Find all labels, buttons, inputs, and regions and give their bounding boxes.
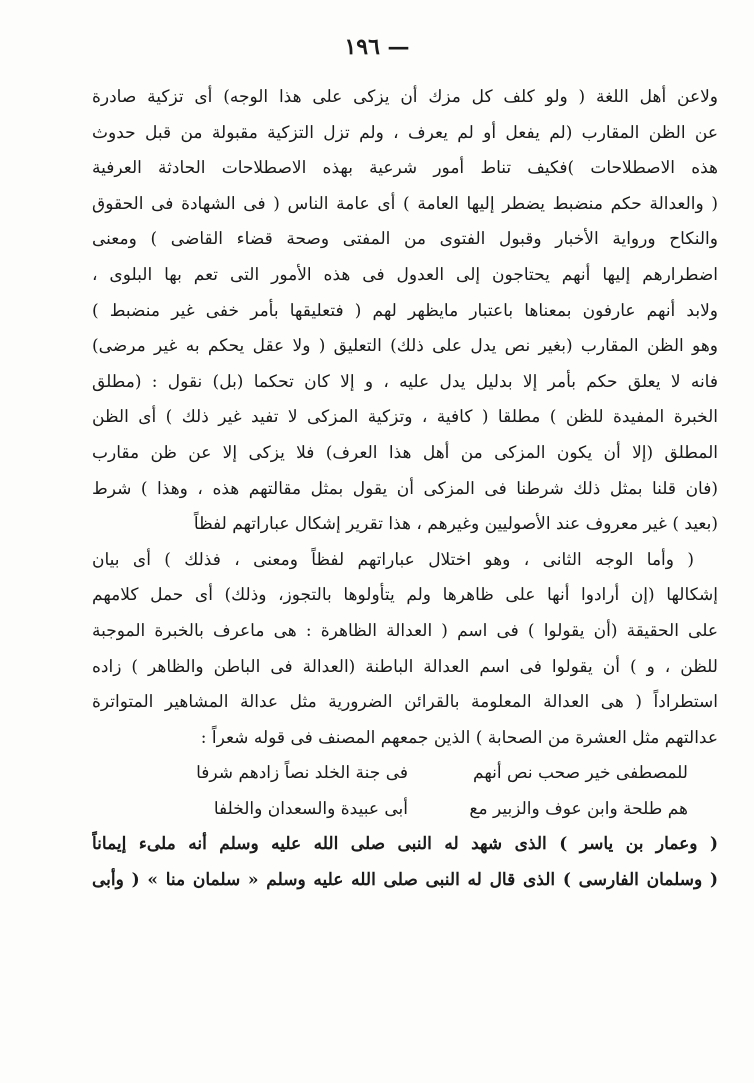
closing-line-1: ( وعمار بن ياسر ) الذى شهد له النبى صلى الله عليه وسلم أنه ملىء إيماناً xyxy=(92,834,718,855)
text-line-7: ولابد أنهم عارفون بمعناها باعتبار مايظهر لهم ( فتعليقها بأمر خفى غير منضبط ) xyxy=(92,300,718,321)
text-line-1: ولاعن أهل اللغة ( ولو كلف كل مزك أن يزكى على هذا الوجه) أى تزكية صادرة xyxy=(92,87,718,107)
verse-1 xyxy=(92,756,718,792)
text-line-11: المطلق (إلا أن يكون المزكى من أهل هذا العرف) فلا يزكى إلا عن ظن مقارب xyxy=(92,442,718,463)
text-line-8: وهو الظن المقارب (بغير نص يدل على ذلك) التعليق ( ولا عقل يحكم به غير مرضى) xyxy=(92,336,718,357)
verse-2-second-hemistich: أبى عبيدة والسعدان والخلفا xyxy=(213,798,408,819)
paragraph-2-line-1: إشكالها (إن أرادوا أنها على ظاهرها ولم يتأولوها بالتجوز، وذلك) أى حمل كلامهم xyxy=(92,585,718,606)
verse-1-second-hemistich: فى جنة الخلد نصاً زادهم شرفا xyxy=(196,763,408,784)
text-line-6: اضطرارهم إليها أنهم يحتاجون إلى العدول فى هذه الأمور التى تعم بها البلوى ، xyxy=(92,264,718,285)
paragraph-2-first-line: ( وأما الوجه الثانى ، وهو اختلال عباراتهم لفظاً ومعنى ، فذلك ) أى بيان xyxy=(92,549,694,570)
closing-line-2: ( وسلمان الفارسى ) الذى قال له النبى صلى الله عليه وسلم « سلمان منا » ( وأبى xyxy=(92,870,718,891)
body-text xyxy=(92,80,718,899)
text-line-4: ( والعدالة حكم منضبط يضطر إليها العامة ) أى عامة الناس ( فى الشهادة فى الحقوق xyxy=(92,193,718,214)
page-number: — ١٩٦ xyxy=(344,34,410,60)
text-line-5: والنكاح ورواية الأخبار وقبول الفتوى من المفتى وصحة قضاء القاضى ) ومعنى xyxy=(92,229,718,250)
text-line-13: (بعيد ) غير معروف عند الأصوليين وغيرهم ، هذا تقرير إشكال عباراتهم لفظاً xyxy=(193,514,718,535)
text-line-12: (فان قلنا بمثل ذلك شرطنا فى المزكى أن يقول بمثل مقالتهم هذه ، وهذا ) شرط xyxy=(92,478,718,499)
verse-2-first-hemistich: هم طلحة وابن عوف والزبير مع xyxy=(469,798,688,819)
text-line-3: هذه الاصطلاحات )فكيف تناط أمور شرعية بهذه الاصطلاحات الحادثة العرفية xyxy=(92,158,718,179)
text-line-10: الخبرة المفيدة للظن ) مطلقا ( كافية ، وتزكية المزكى لا تفيد غير ذلك ) أى الظن xyxy=(92,407,718,428)
text-line-2: عن الظن المقارب (لم يفعل أو لم يعرف ، ولم تزل التزكية مقبولة من قبل حدوث xyxy=(92,122,718,143)
verse-1-first-hemistich: للمصطفى خير صحب نص أنهم xyxy=(473,763,688,784)
paragraph-2-line-3: للظن ، و ) أن يقولوا فى اسم العدالة الباطنة (العدالة فى الباطن والظاهر ) زاده xyxy=(92,656,718,677)
paragraph-2-line-4: استطراداً ( هى العدالة المعلومة بالقرائن الضرورية مثل عدالة المشاهير المتواترة xyxy=(92,692,718,713)
verse-2 xyxy=(92,792,718,828)
paragraph-2-line-2: على الحقيقة (أن يقولوا ) فى اسم ( العدالة الظاهرة : هى ماعرف بالخبرة الموجبة xyxy=(92,620,718,641)
paragraph-2-line-5: عدالتهم مثل العشرة من الصحابة ) الذين جمعهم المصنف فى قوله شعراً : xyxy=(200,727,718,748)
text-line-9: فانه لا يعلق حكم بأمر إلا بدليل يدل عليه ، و إلا كان تحكما (بل) نقول : (مطلق xyxy=(92,371,718,392)
